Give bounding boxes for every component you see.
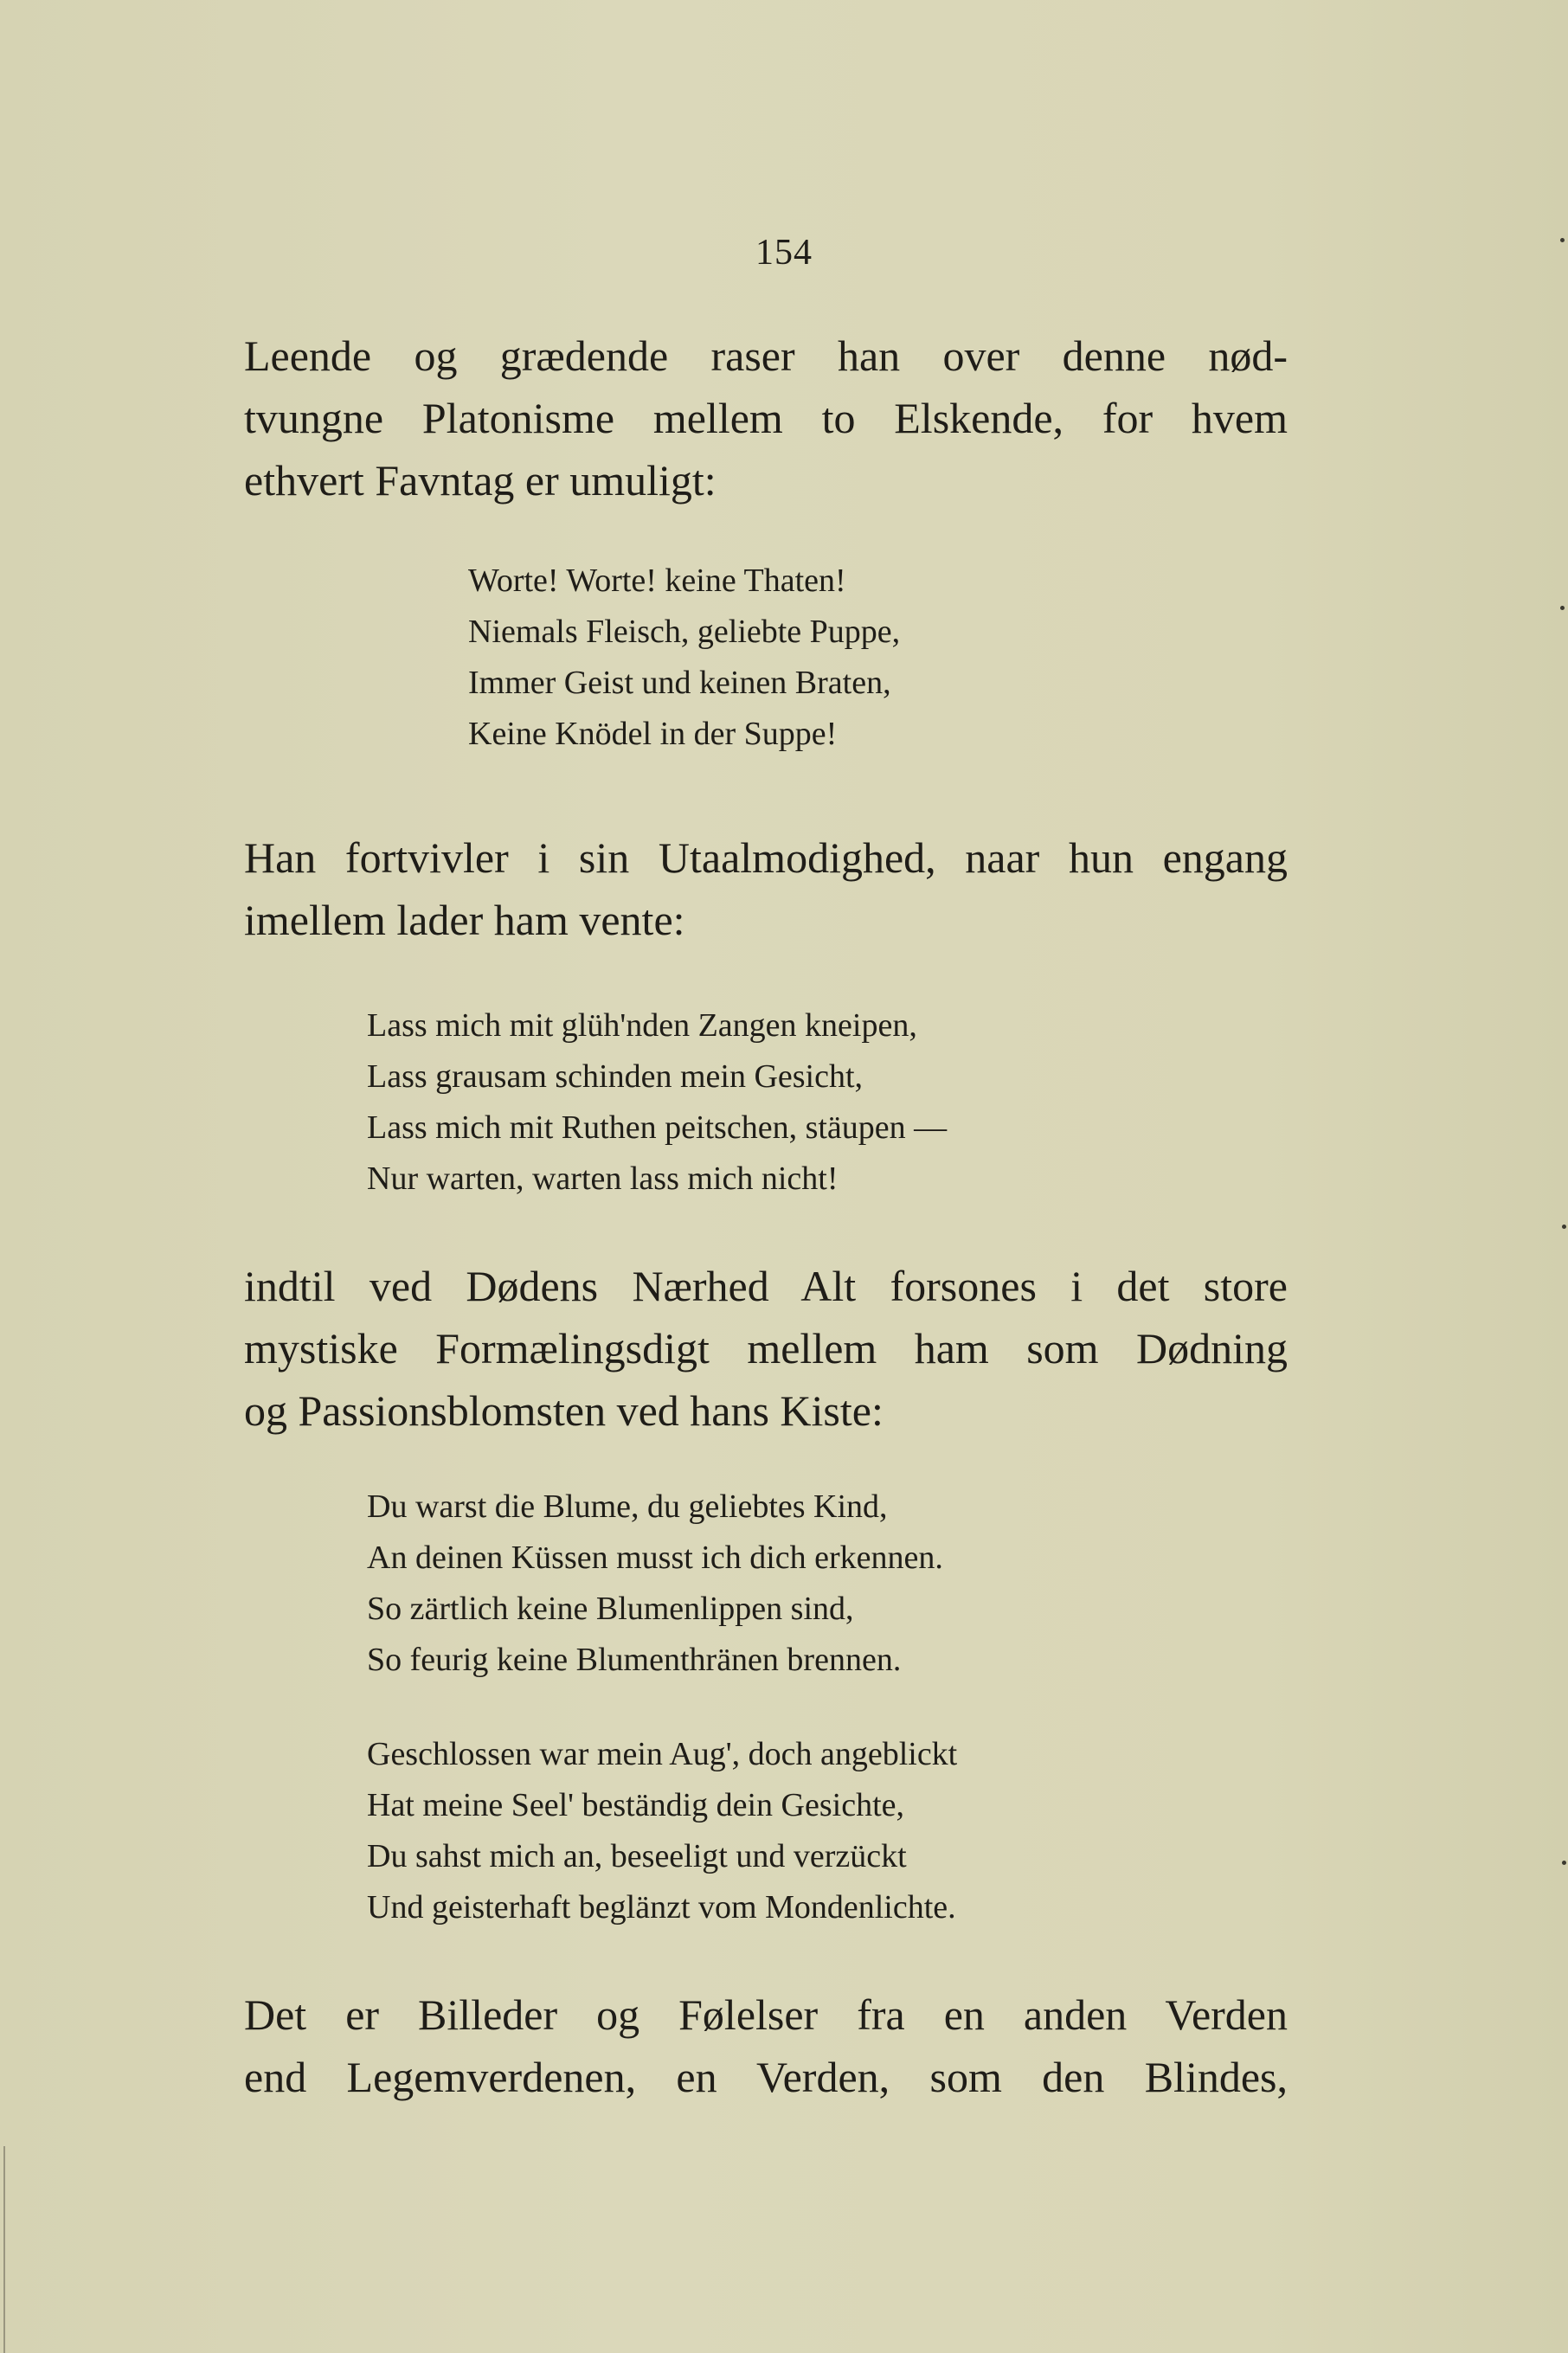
verse-stanza-4 xyxy=(367,1729,957,1933)
paper-speck xyxy=(1560,606,1565,610)
paragraph-3 xyxy=(244,1255,1288,1442)
verse-line: An deinen Küssen musst ich dich erkennen. xyxy=(367,1540,943,1576)
paper-speck xyxy=(1562,1225,1566,1229)
paragraph-line: Leende og grædende raser han over denne nød- xyxy=(244,331,1288,380)
verse-line: Niemals Fleisch, geliebte Puppe, xyxy=(468,614,901,650)
paragraph-line: mystiske Formælingsdigt mellem ham som Dødning xyxy=(244,1324,1288,1373)
verse-stanza-2 xyxy=(367,1000,947,1205)
paragraph-4 xyxy=(244,1983,1288,2108)
paragraph-line: imellem lader ham vente: xyxy=(244,896,685,944)
verse-line: Du sahst mich an, beseeligt und verzückt xyxy=(367,1838,907,1874)
verse-line: Hat meine Seel' beständig dein Gesichte, xyxy=(367,1787,904,1823)
verse-line: Geschlossen war mein Aug', doch angeblickt xyxy=(367,1736,958,1772)
verse-line: Lass grausam schinden mein Gesicht, xyxy=(367,1058,864,1095)
verse-line: Und geisterhaft beglänzt vom Mondenlichte. xyxy=(367,1889,956,1925)
paragraph-line: end Legemverdenen, en Verden, som den Blindes, xyxy=(244,2053,1288,2101)
verse-stanza-1 xyxy=(468,556,900,760)
page-number: 154 xyxy=(755,233,813,273)
paragraph-line: og Passionsblomsten ved hans Kiste: xyxy=(244,1386,884,1435)
verse-line: Lass mich mit glüh'nden Zangen kneipen, xyxy=(367,1007,917,1044)
verse-line: So zärtlich keine Blumenlippen sind, xyxy=(367,1591,854,1627)
paragraph-line: Det er Billeder og Følelser fra en anden Verden xyxy=(244,1990,1288,2039)
paragraph-line: tvungne Platonisme mellem to Elskende, for hvem xyxy=(244,394,1288,442)
paragraph-1 xyxy=(244,325,1288,511)
paragraph-2 xyxy=(244,826,1288,951)
verse-line: Keine Knödel in der Suppe! xyxy=(468,716,838,752)
paragraph-line: indtil ved Dødens Nærhed Alt forsones i det store xyxy=(244,1262,1288,1310)
verse-stanza-3 xyxy=(367,1482,943,1686)
verse-line: Immer Geist und keinen Braten, xyxy=(468,665,891,701)
verse-line: Lass mich mit Ruthen peitschen, stäupen — xyxy=(367,1109,948,1146)
paragraph-line: ethvert Favntag er umuligt: xyxy=(244,456,717,505)
verse-line: Du warst die Blume, du geliebtes Kind, xyxy=(367,1488,888,1525)
paragraph-line: Han fortvivler i sin Utaalmodighed, naar hun engang xyxy=(244,833,1288,882)
paper-speck xyxy=(1562,1861,1566,1865)
verse-line: Worte! Worte! keine Thaten! xyxy=(468,563,846,599)
verse-line: Nur warten, warten lass mich nicht! xyxy=(367,1160,839,1197)
paper-speck xyxy=(1560,238,1565,242)
page-edge-shadow xyxy=(3,2146,5,2353)
verse-line: So feurig keine Blumenthränen brennen. xyxy=(367,1642,902,1678)
